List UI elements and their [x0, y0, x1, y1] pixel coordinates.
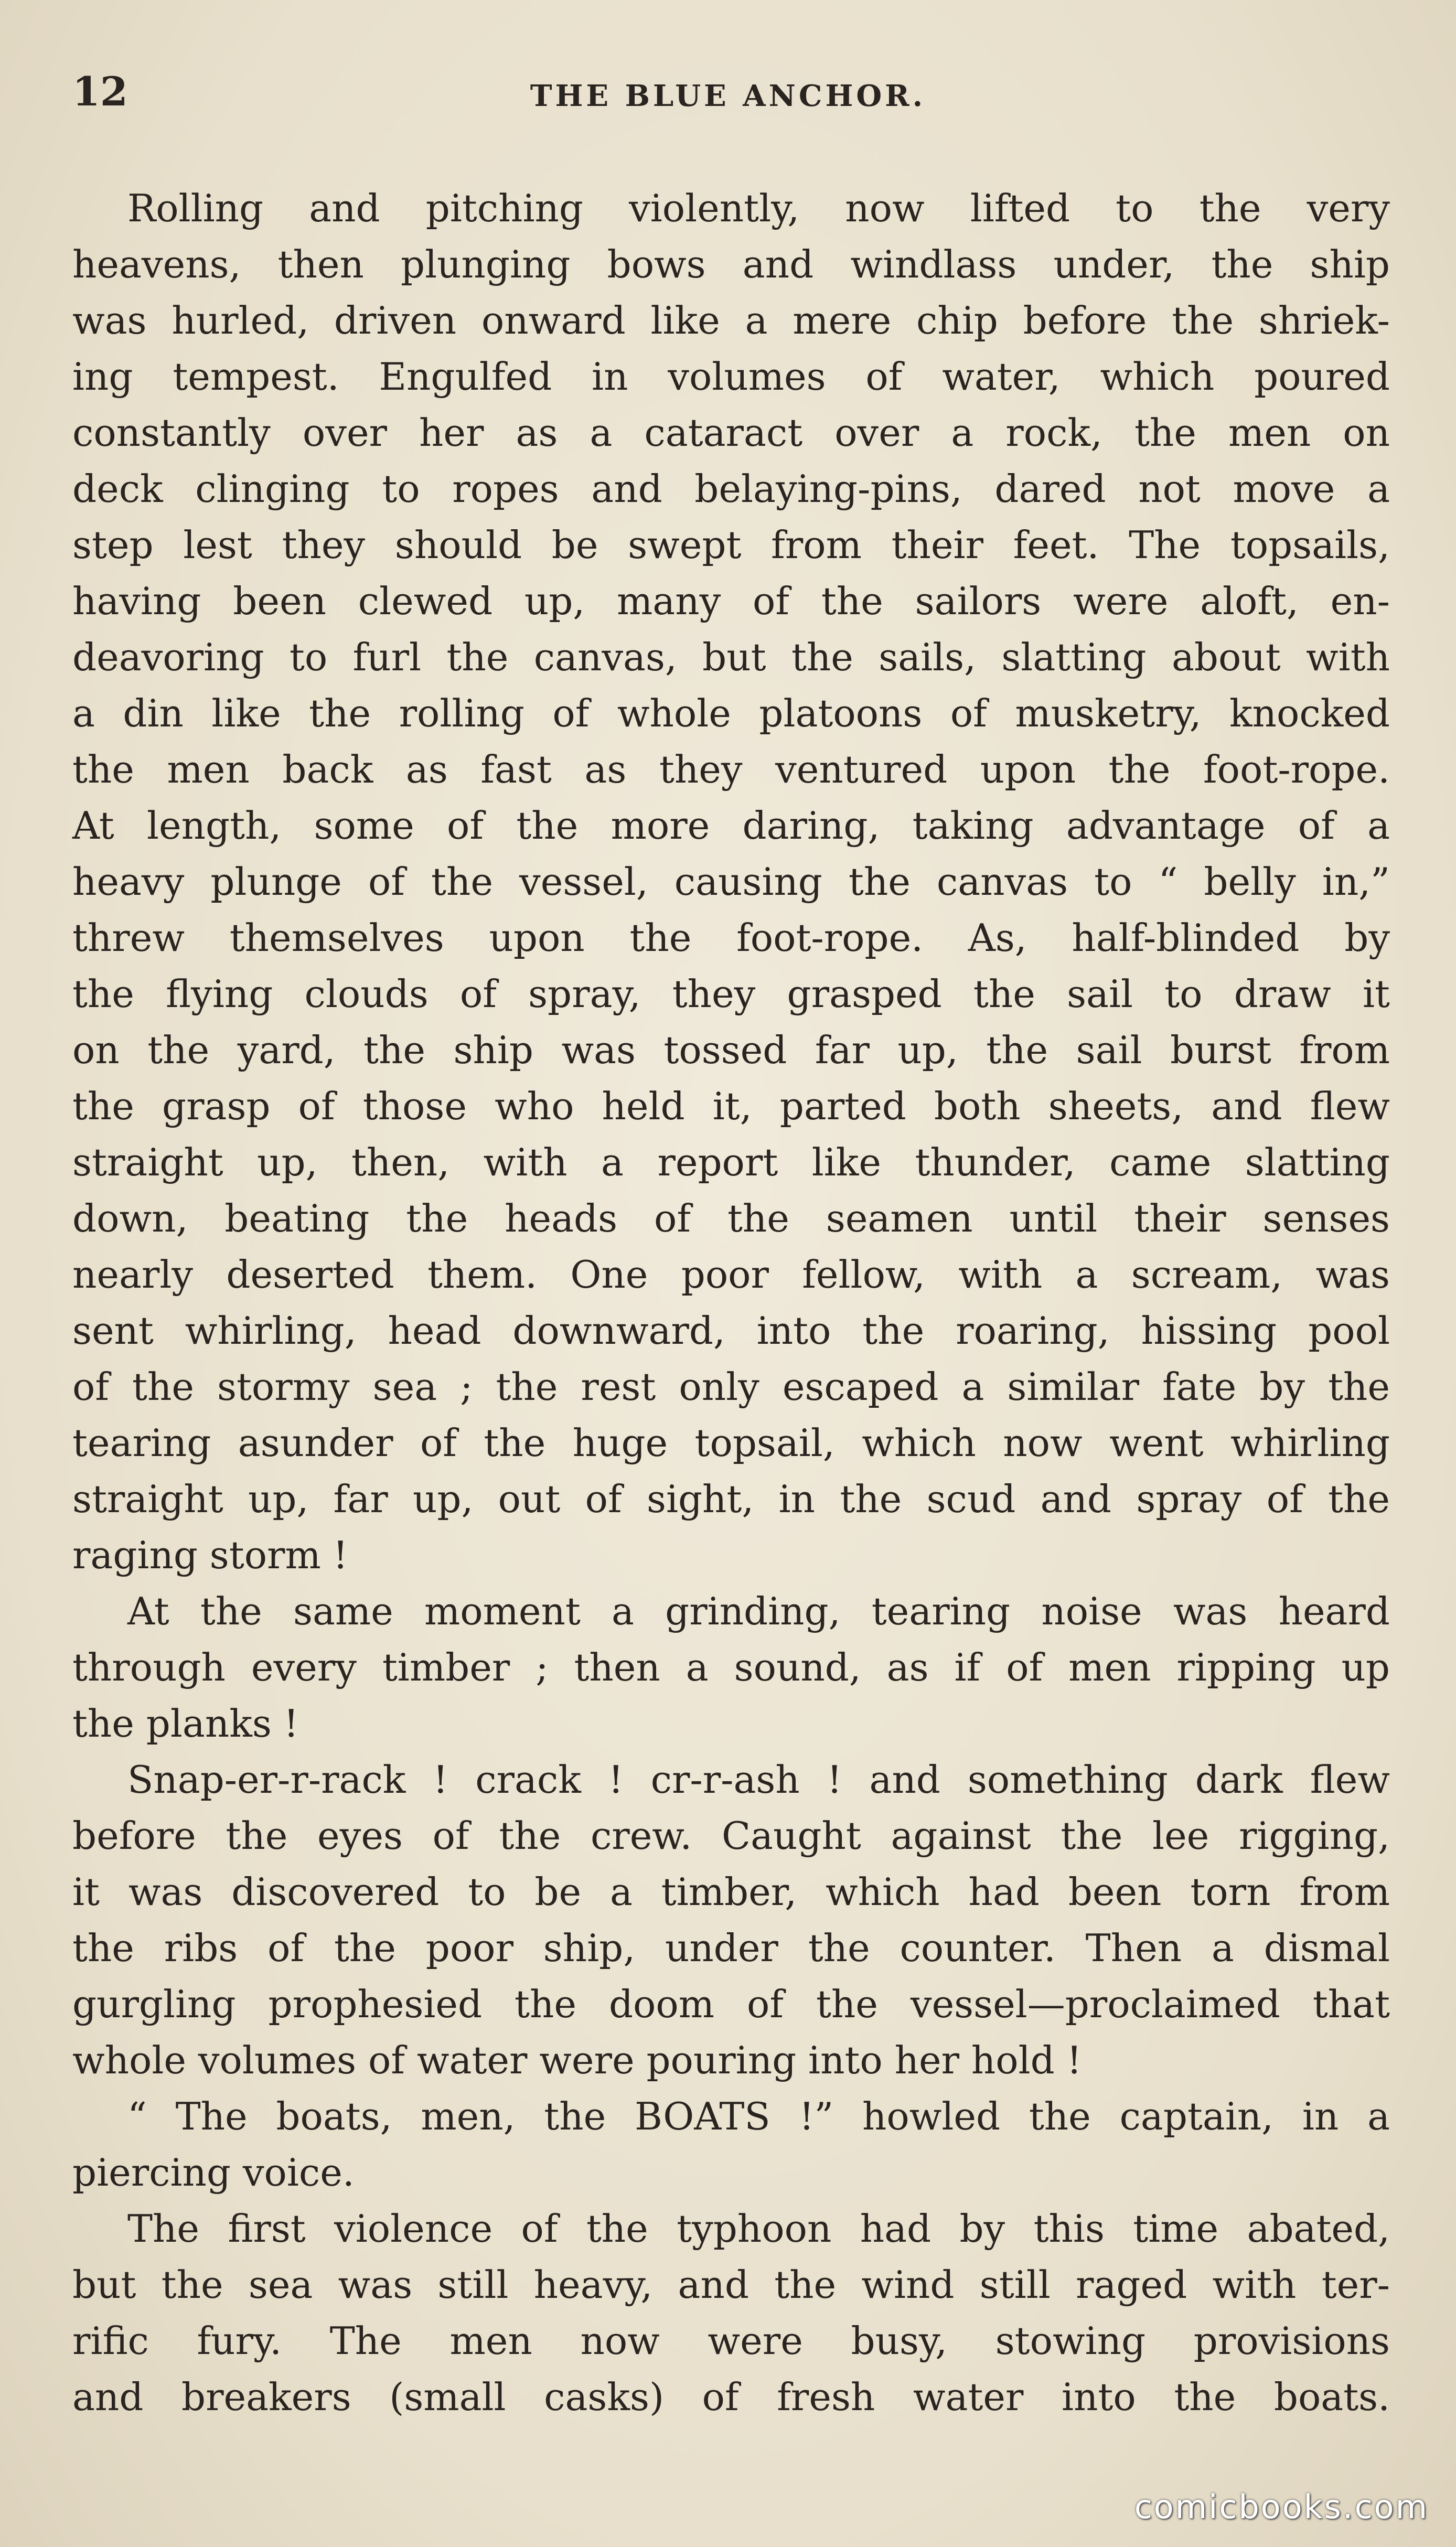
text-line: was hurled, driven onward like a mere chip before the shriek-: [72, 298, 1390, 343]
text-line: the flying clouds of spray, they grasped the sail to draw it: [72, 972, 1390, 1016]
text-line: “ The boats, men, the BOATS !” howled the captain, in a: [127, 2094, 1390, 2138]
text-line: ing tempest. Engulfed in volumes of water, which poured: [72, 355, 1390, 399]
text-line: through every timber ; then a sound, as if of men ripping up: [72, 1645, 1390, 1689]
running-head: THE BLUE ANCHOR.: [530, 79, 926, 113]
text-line: straight up, then, with a report like thunder, came slatting: [72, 1140, 1390, 1184]
text-line: the planks !: [72, 1701, 299, 1746]
text-line: heavens, then plunging bows and windlass under, the ship: [72, 242, 1390, 286]
text-line: deavoring to furl the canvas, but the sails, slatting about with: [72, 635, 1390, 679]
text-line: before the eyes of the crew. Caught against the lee rigging,: [72, 1814, 1390, 1858]
text-line: At the same moment a grinding, tearing noise was heard: [127, 1589, 1390, 1633]
text-line: rific fury. The men now were busy, stowing provisions: [72, 2319, 1390, 2363]
text-line: it was discovered to be a timber, which had been torn from: [72, 1870, 1390, 1914]
text-line: down, beating the heads of the seamen until their senses: [72, 1196, 1390, 1240]
text-line: Rolling and pitching violently, now lifted to the very: [127, 186, 1390, 230]
text-line: constantly over her as a cataract over a rock, the men on: [72, 411, 1390, 455]
text-line: but the sea was still heavy, and the wind still raged with ter-: [72, 2263, 1390, 2307]
text-line: the grasp of those who held it, parted both sheets, and flew: [72, 1084, 1390, 1128]
watermark: comicbooks.com: [1134, 2488, 1429, 2526]
text-line: on the yard, the ship was tossed far up, the sail burst from: [72, 1028, 1390, 1072]
page-header: [72, 68, 1384, 126]
text-line: nearly deserted them. One poor fellow, with a scream, was: [72, 1253, 1390, 1297]
text-line: the men back as fast as they ventured upon the foot-rope.: [72, 747, 1390, 791]
page-number: 12: [72, 68, 128, 115]
text-line: The first violence of the typhoon had by this time abated,: [127, 2207, 1390, 2251]
body-text: [72, 180, 1390, 2425]
text-line: having been clewed up, many of the sailors were aloft, en-: [72, 579, 1390, 623]
text-line: whole volumes of water were pouring into her hold !: [72, 2038, 1082, 2082]
text-line: raging storm !: [72, 1533, 348, 1577]
text-line: the ribs of the poor ship, under the counter. Then a dismal: [72, 1926, 1390, 1970]
text-line: a din like the rolling of whole platoons of musketry, knocked: [72, 691, 1390, 735]
text-line: straight up, far up, out of sight, in the scud and spray of the: [72, 1477, 1390, 1521]
text-line: and breakers (small casks) of fresh water into the boats.: [72, 2375, 1390, 2419]
text-line: step lest they should be swept from their feet. The topsails,: [72, 523, 1390, 567]
text-line: of the stormy sea ; the rest only escaped a similar fate by the: [72, 1365, 1390, 1409]
text-line: tearing asunder of the huge topsail, which now went whirling: [72, 1421, 1390, 1465]
text-line: sent whirling, head downward, into the roaring, hissing pool: [72, 1309, 1390, 1353]
text-line: heavy plunge of the vessel, causing the canvas to “ belly in,”: [72, 860, 1390, 904]
text-line: piercing voice.: [72, 2150, 355, 2195]
text-line: Snap-er-r-rack ! crack ! cr-r-ash ! and something dark flew: [127, 1758, 1390, 1802]
text-line: threw themselves upon the foot-rope. As, half-blinded by: [72, 916, 1390, 960]
text-line: deck clinging to ropes and belaying-pins, dared not move a: [72, 467, 1390, 511]
text-line: gurgling prophesied the doom of the vessel—proclaimed that: [72, 1982, 1390, 2026]
text-line: At length, some of the more daring, taking advantage of a: [72, 804, 1390, 848]
